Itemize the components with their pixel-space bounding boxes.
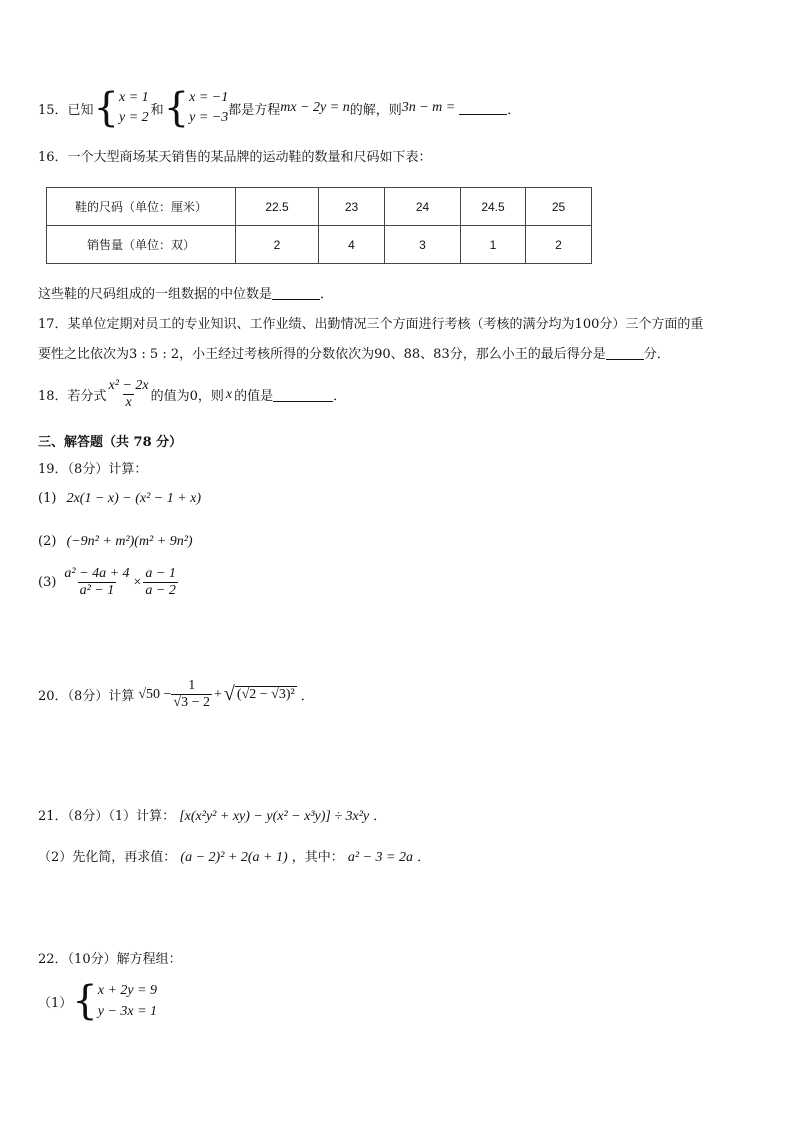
fraction-numerator: 1 xyxy=(188,678,196,693)
system-line: x = 1 xyxy=(119,90,149,105)
left-brace-icon: { xyxy=(163,85,190,131)
q22-stem: 22．（10分）解方程组： xyxy=(38,952,182,967)
q21-part1 xyxy=(38,805,386,825)
q21-end: ． xyxy=(417,850,431,865)
q15-mid: 都是方程 xyxy=(228,102,281,118)
fraction-numerator: a² − 4a + 4 xyxy=(64,566,130,581)
q17-line2 xyxy=(38,343,670,362)
table-header-cell: 鞋的尺码（单位：厘米） xyxy=(47,188,236,226)
left-brace-icon: { xyxy=(72,978,98,1024)
table-cell: 23 xyxy=(319,188,385,226)
q19-part3 xyxy=(38,566,178,599)
part-label: (1) xyxy=(38,491,57,506)
q21-part2 xyxy=(38,846,430,866)
fraction-numerator: a − 1 xyxy=(145,566,176,581)
q15-and: 和 xyxy=(150,102,164,118)
table-cell: 2 xyxy=(236,226,319,264)
q21-expression-1: [x(x²y² + xy) − y(x² − x³y)] ÷ 3x²y xyxy=(179,809,370,824)
fraction-numerator: x² − 2x xyxy=(108,378,149,393)
q15-equation: mx − 2y = n xyxy=(280,100,350,115)
q21-part2-label: （2）先化简，再求值： xyxy=(38,850,177,865)
q22-system xyxy=(98,980,157,1022)
q20-fraction xyxy=(171,678,212,711)
q21-stem: 21．（8分）（1）计算： xyxy=(38,809,176,824)
q21-expression-2: (a − 2)² + 2(a + 1) xyxy=(180,850,288,865)
fraction-denominator: √3 − 2 xyxy=(173,695,211,710)
q20-term-1: √50 − xyxy=(138,686,172,702)
q19-stem: 19．（8分）计算： xyxy=(38,462,148,477)
system-line: y − 3x = 1 xyxy=(97,1004,158,1019)
q19-expression-1: 2x(1 − x) − (x² − 1 + x) xyxy=(66,491,202,506)
q18-mid: 的值为0，则 xyxy=(150,389,224,404)
q21-end: ． xyxy=(373,809,387,824)
answer-blank xyxy=(606,346,644,360)
q15-expression: 3n − m = xyxy=(401,100,456,115)
q20-radicand: (√2 − √3)² xyxy=(236,687,295,702)
q16-question xyxy=(38,283,333,302)
fraction-denominator: a − 2 xyxy=(145,583,176,598)
q15-end: ． xyxy=(507,102,521,118)
times-operator: × xyxy=(133,574,142,590)
answer-blank xyxy=(459,101,507,115)
q20-end: ． xyxy=(300,689,314,704)
q19-fraction-2 xyxy=(143,566,177,599)
left-brace-icon: { xyxy=(93,85,119,131)
q19-expression-2: (−9n² + m²)(m² + 9n²) xyxy=(66,534,193,549)
section-heading: 三、解答题（共 78 分） xyxy=(38,435,183,450)
q16-stem: 16．一个大型商场某天销售的某品牌的运动鞋的数量和尺码如下表： xyxy=(38,150,432,165)
q16-end: ． xyxy=(320,287,334,302)
table-row xyxy=(47,188,592,226)
fraction-denominator: a² − 1 xyxy=(79,583,115,598)
q16-question-text: 这些鞋的尺码组成的一组数据的中位数是 xyxy=(38,287,273,302)
table-cell: 22.5 xyxy=(236,188,319,226)
table-cell: 24.5 xyxy=(461,188,526,226)
q15-prefix: 15．已知 xyxy=(38,102,94,118)
part-label: (3) xyxy=(38,575,57,590)
table-header-cell: 销售量（单位：双） xyxy=(47,226,236,264)
table-cell: 2 xyxy=(526,226,592,264)
table-row xyxy=(47,226,592,264)
q22-part1 xyxy=(38,979,157,1023)
table-cell: 3 xyxy=(385,226,461,264)
table-cell: 24 xyxy=(385,188,461,226)
q18-suffix: 的值是 xyxy=(234,389,274,404)
q18-variable: x xyxy=(225,386,233,402)
q19-part2 xyxy=(38,534,193,550)
q15-system-2 xyxy=(189,88,228,128)
part-label: (2) xyxy=(38,534,57,549)
system-line: y = 2 xyxy=(119,110,149,125)
shoe-size-table xyxy=(46,187,592,264)
q18-prefix: 18．若分式 xyxy=(38,389,107,404)
system-line: x = −1 xyxy=(189,90,229,105)
q19-part1 xyxy=(38,491,201,507)
q17-line2-end: 分． xyxy=(643,347,670,362)
system-line: x + 2y = 9 xyxy=(97,983,158,998)
answer-blank xyxy=(273,388,333,402)
part-label: （1） xyxy=(38,995,73,1011)
q21-condition: a² − 3 = 2a xyxy=(347,850,413,865)
q21-mid: ，其中： xyxy=(291,850,344,865)
table-cell: 1 xyxy=(461,226,526,264)
q19-fraction-1 xyxy=(62,566,131,599)
sqrt-icon: √ xyxy=(223,683,235,705)
q18-end: ． xyxy=(333,389,347,404)
q17-line2-text: 要性之比依次为3 : 5 : 2，小王经过考核所得的分数依次为90、88、83分，那么小王的最后得分是 xyxy=(38,347,606,362)
q15-system-1 xyxy=(119,88,149,128)
q20 xyxy=(38,678,314,711)
q18-fraction xyxy=(107,378,151,411)
q17-line1: 17．某单位定期对员工的专业知识、工作业绩、出勤情况三个方面进行考核（考核的满分均为100分）三个方面的重 xyxy=(38,317,704,332)
q15 xyxy=(38,86,520,130)
fraction-denominator: x xyxy=(125,395,132,410)
q18 xyxy=(38,378,346,411)
table-cell: 4 xyxy=(319,226,385,264)
plus-operator: + xyxy=(214,686,222,702)
system-line: y = −3 xyxy=(189,110,229,125)
q20-stem: 20．（8分）计算 xyxy=(38,689,135,704)
q15-suffix: 的解，则 xyxy=(349,102,402,118)
table-cell: 25 xyxy=(526,188,592,226)
answer-blank xyxy=(272,286,320,300)
